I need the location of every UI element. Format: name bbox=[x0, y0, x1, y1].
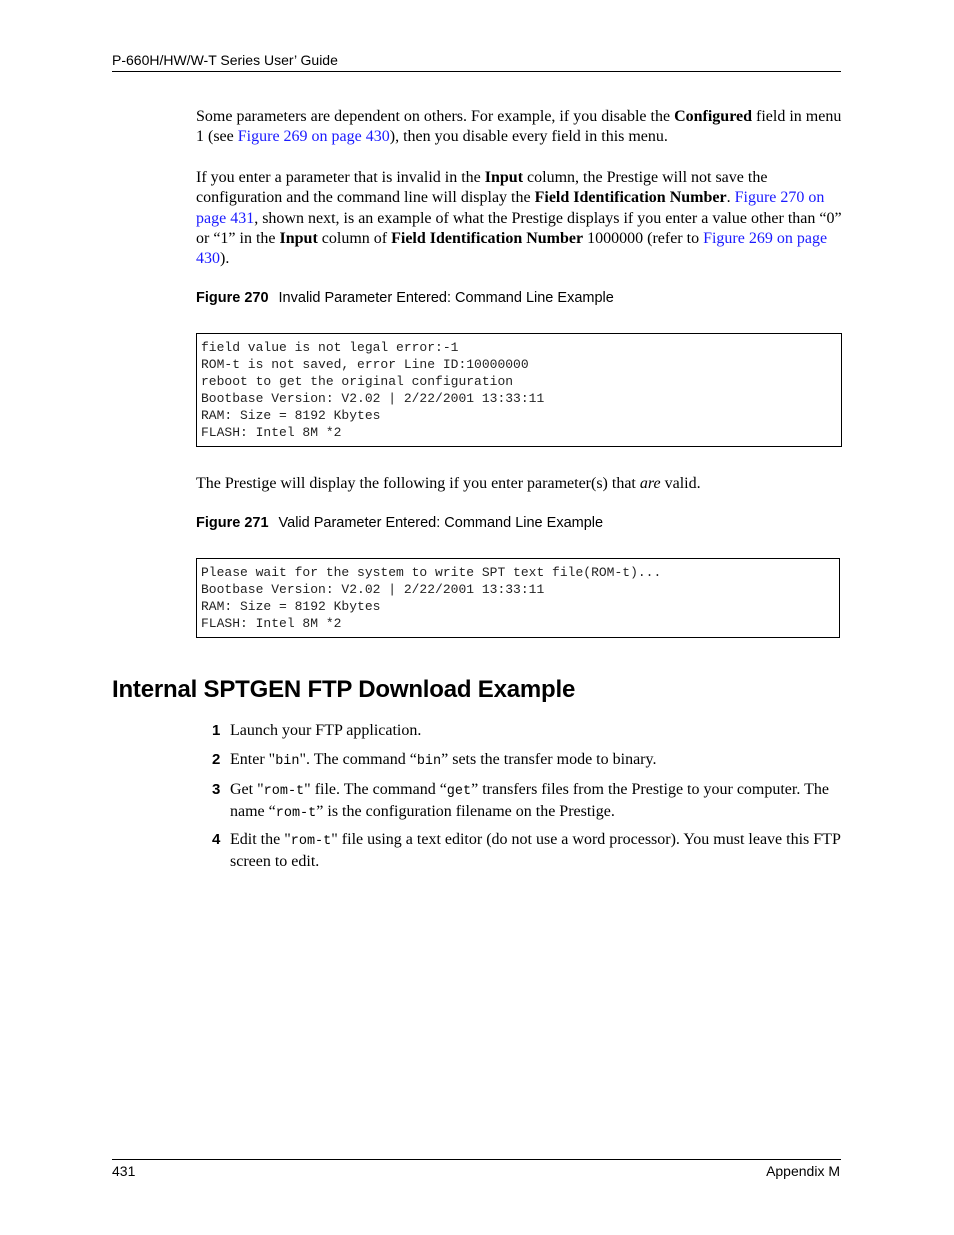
section-heading: Internal SPTGEN FTP Download Example bbox=[112, 676, 576, 703]
code-line: RAM: Size = 8192 Kbytes bbox=[201, 599, 381, 614]
figure-269-link[interactable]: Figure 269 on page 430 bbox=[237, 128, 390, 146]
step-number: 1 bbox=[212, 722, 221, 739]
list-item-step-1: 1 Launch your FTP application. bbox=[212, 721, 852, 741]
step-number: 3 bbox=[212, 781, 221, 798]
code-line: FLASH: Intel 8M *2 bbox=[201, 616, 342, 631]
list-item-step-2: 2 Enter "bin". The command “bin” sets the transfer mode to binary. bbox=[212, 751, 657, 769]
paragraph-dependent-params: Some parameters are dependent on others. For example, if you disable the Configured field in menu 1 (see Figure 269 on page 430), then you disable every field in this menu. bbox=[196, 108, 842, 146]
code-line: Please wait for the system to write SPT text file(ROM-t)... bbox=[201, 565, 662, 580]
figure-270-caption: Figure 270 Invalid Parameter Entered: Command Line Example bbox=[196, 290, 614, 306]
figure-271-caption: Figure 271 Valid Parameter Entered: Command Line Example bbox=[196, 515, 604, 531]
list-item-step-4: 4 Edit the "rom-t" file using a text editor (do not use a word processor). You must leave this FTP screen to edit. bbox=[212, 831, 841, 871]
page-number: 431 bbox=[112, 1163, 136, 1179]
list-item-step-3: 3 Get "rom-t" file. The command “get” transfers files from the Prestige to your computer. The name “rom-t” is the configuration filename on the Prestige. bbox=[212, 781, 829, 822]
code-line: Bootbase Version: V2.02 | 2/22/2001 13:33:11 bbox=[201, 391, 545, 406]
step-number: 4 bbox=[212, 831, 221, 848]
code-line: FLASH: Intel 8M *2 bbox=[201, 425, 342, 440]
footer-section: Appendix M bbox=[766, 1163, 840, 1179]
running-header: P-660H/HW/W-T Series User’ Guide bbox=[112, 52, 338, 68]
step-number: 2 bbox=[212, 751, 221, 768]
figure-271-code-box bbox=[196, 558, 840, 638]
figure-270-code-box bbox=[196, 333, 842, 447]
code-line: field value is not legal error:-1 bbox=[201, 340, 459, 355]
code-line: Bootbase Version: V2.02 | 2/22/2001 13:33:11 bbox=[201, 582, 545, 597]
paragraph-valid-params: The Prestige will display the following if you enter parameter(s) that are valid. bbox=[196, 475, 701, 492]
figure-269-link[interactable]: Figure 269 on page 430 bbox=[196, 229, 828, 268]
code-line: ROM-t is not saved, error Line ID:10000000 bbox=[201, 357, 529, 372]
code-line: RAM: Size = 8192 Kbytes bbox=[201, 408, 381, 423]
header-rule bbox=[112, 71, 841, 72]
paragraph-invalid-params: If you enter a parameter that is invalid in the Input column, the Prestige will not save the configuration and the command line will display the Field Identification Number. Figure 270 on page 431, shown next, is an example of what the Prestige displays if you enter a value other than “0” or “1” in the Input column of Field Identification Number 1000000 (refer to Figure 269 on page 430). bbox=[196, 169, 842, 268]
figure-270-link[interactable]: Figure 270 on page 431 bbox=[196, 189, 825, 227]
code-line: reboot to get the original configuration bbox=[201, 374, 514, 389]
footer-rule bbox=[112, 1159, 841, 1160]
